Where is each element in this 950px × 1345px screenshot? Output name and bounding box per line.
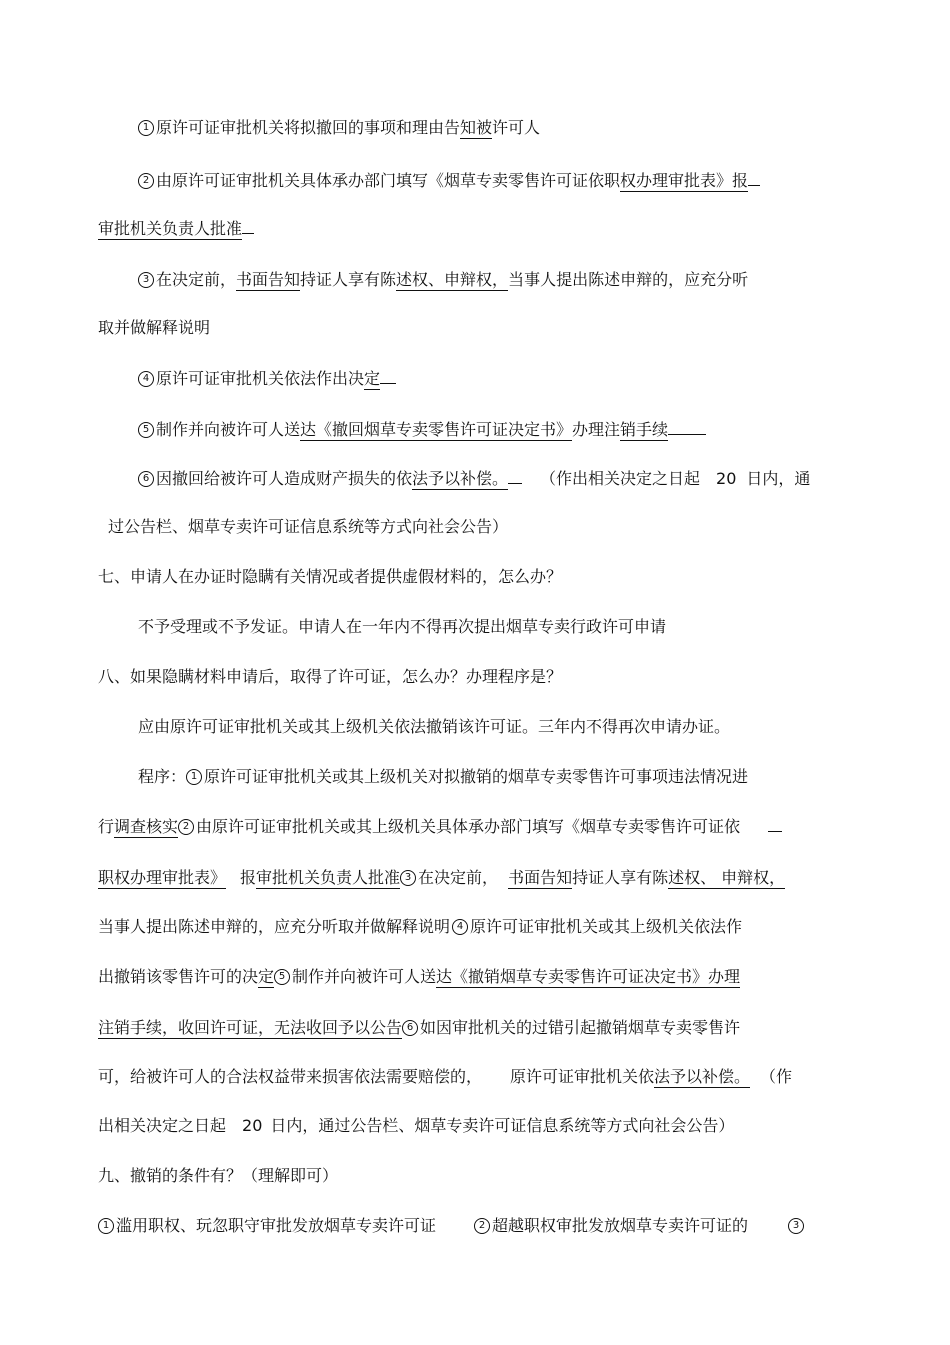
item-3-cont: 取并做解释说明 [98,318,211,337]
cond-num-1: 1 [98,1218,114,1234]
procedure-line-5: 出撤销该零售许可的决定 5 制作并向被许可人送达《撤销烟草专卖零售许可证决定书》办理 [98,967,741,986]
item-2: 2 由原许可证审批机关具体承办部门填写《烟草专卖零售许可证依职权办理审批表》报 [138,171,760,191]
num-5: 5 [138,422,154,438]
num-4: 4 [138,371,154,387]
item-5: 5 制作并向被许可人送达《撤回烟草专卖零售许可证决定书》办理注销手续 [138,420,706,440]
cond-num-3: 3 [788,1218,804,1234]
cond-num-2: 2 [474,1218,490,1234]
proc-num-1: 1 [186,769,202,785]
section-8-heading: 八、如果隐瞒材料申请后，取得了许可证，怎么办？办理程序是？ [98,667,563,686]
proc-num-2: 2 [178,819,194,835]
section-9-items: 1 滥用职权、玩忽职守审批发放烟草专卖许可证 2 超越职权审批发放烟草专卖许可证的 3 [98,1216,806,1236]
item-3: 3 在决定前，书面告知持证人享有陈述权、申辩权，当事人提出陈述申辩的，应充分听 [138,270,748,290]
procedure-line-1: 程序： 1 原许可证审批机关或其上级机关对拟撤销的烟草专卖零售许可事项违法情况进 [138,767,749,786]
procedure-line-8: 出相关决定之日起 20 日内，通过公告栏、烟草专卖许可证信息系统等方式向社会公告） [98,1116,735,1135]
item-1: 1 原许可证审批机关将拟撤回的事项和理由告知被许可人 [138,118,540,138]
section-8-answer: 应由原许可证审批机关或其上级机关依法撤销该许可证。三年内不得再次申请办证。 [138,717,731,736]
num-1: 1 [138,120,154,136]
proc-num-4: 4 [452,919,468,935]
item-4: 4 原许可证审批机关依法作出决定 [138,369,396,389]
section-7-heading: 七、申请人在办证时隐瞒有关情况或者提供虚假材料的，怎么办？ [98,567,563,586]
item-2-cont: 审批机关负责人批准 [98,219,254,239]
proc-num-5: 5 [274,969,290,985]
procedure-line-6: 注销手续，收回许可证，无法收回予以公告 6 如因审批机关的过错引起撤销烟草专卖零售许 [98,1018,741,1037]
section-7-answer: 不予受理或不予发证。申请人在一年内不得再次提出烟草专卖行政许可申请 [138,617,667,636]
procedure-line-2: 行调查核实 2 由原许可证审批机关或其上级机关具体承办部门填写《烟草专卖零售许可证依 [98,817,782,837]
procedure-line-4: 当事人提出陈述申辩的，应充分听取并做解释说明 4 原许可证审批机关或其上级机关依法作 [98,917,743,936]
procedure-line-3: 职权办理审批表》 报审批机关负责人批准 3 在决定前， 书面告知持证人享有陈述权、 申辩权， [98,868,786,887]
section-9-heading: 九、撤销的条件有？（理解即可） [98,1166,339,1185]
item-6-cont: 过公告栏、烟草专卖许可证信息系统等方式向社会公告） [108,517,509,536]
proc-num-6: 6 [402,1020,418,1036]
proc-num-3: 3 [400,870,416,886]
num-3: 3 [138,272,154,288]
procedure-line-7: 可，给被许可人的合法权益带来损害依法需要赔偿的， 原许可证审批机关依法予以补偿。 （作 [98,1067,793,1086]
num-6: 6 [138,471,154,487]
item-6: 6 因撤回给被许可人造成财产损失的依法予以补偿。 （作出相关决定之日起 20 日内，通 [138,469,810,489]
num-2: 2 [138,173,154,189]
